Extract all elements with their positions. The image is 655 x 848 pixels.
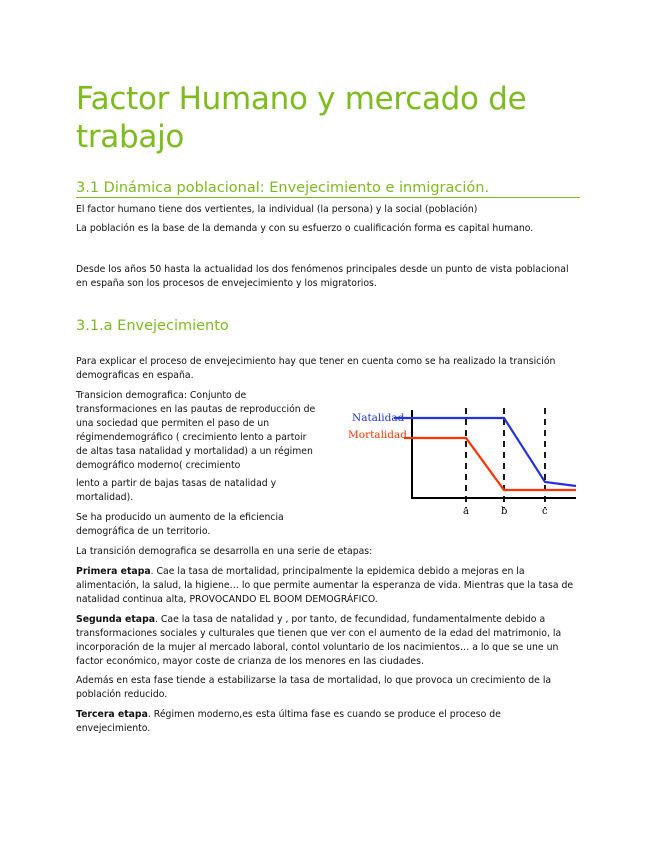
paragraph-transicion-definicion: Transicion demografica: Conjunto de transformaciones en las pautas de reproducción de una sociedad que permiten el paso de un régimendemográfico ( crecimiento lento a partoir de altas tasa natalidad y mortalidad) a un régimen demográfico moderno( crecimiento (76, 390, 316, 471)
paragraph-tercera-etapa (76, 708, 576, 736)
paragraph-ademas: Además en esta fase tiende a estabilizarse la tasa de mortalidad, lo que provoca un crecimiento de la población reducido. (76, 675, 552, 700)
legend-mortalidad: Mortalidad (348, 429, 407, 441)
legend-natalidad: Natalidad (352, 412, 405, 424)
paragraph-etapas: La transición demografica se desarrolla en una serie de etapas: (76, 546, 373, 557)
section-heading: 3.1 Dinámica poblacional: Envejecimiento e inmigración. (76, 180, 580, 198)
paragraph-lento: lento a partir de bajas tasas de natalidad y mortalidad). (76, 478, 277, 503)
tercera-etapa-text: . Régimen moderno,es esta última fase es cuando se produce el proceso de envejecimiento. (76, 709, 501, 734)
segunda-etapa-text: . Cae la tasa de natalidad y , por tanto, de fecundidad, fundamentalmente debido a transformaciones sociales y culturales que tienen que ver con el aumento de la edad del matrimonio, la incorporación de la mujer al mercado laboral, contol voluntario de los nacimientos… a lo que se une un factor económico, mayor coste de crianza de los menores en las ciudades. (76, 614, 562, 667)
x-tick-c: c (542, 506, 548, 516)
paragraph-primera-etapa (76, 565, 576, 607)
primera-etapa-label: Primera etapa (76, 566, 151, 577)
demographic-transition-chart (344, 404, 584, 516)
segunda-etapa-label: Segunda etapa (76, 614, 156, 625)
primera-etapa-text: . Cae la tasa de mortalidad, principalmente la epidemica debido a mejoras en la alimentación, la salud, la higiene… lo que permite aumentar la esperanza de vida. Mientras que la tasa de natalidad continua alta, PROVOCANDO EL BOOM DEMOGRÁFICO. (76, 566, 574, 605)
paragraph-anos-50: Desde los años 50 hasta la actualidad los dos fenómenos principales desde un punto de vista poblacional en españa son los procesos de envejecimiento y los migratorios. (76, 264, 569, 289)
x-tick-b: b (501, 506, 508, 516)
paragraph-poblacion: La población es la base de la demanda y con su esfuerzo o cualificación forma es capital humano. (76, 223, 534, 234)
subsection-heading: 3.1.a Envejecimiento (76, 318, 229, 334)
paragraph-explicar: Para explicar el proceso de envejecimiento hay que tener en cuenta como se ha realizado la transición demograficas en españa. (76, 356, 556, 381)
page-title: Factor Humano y mercado de trabajo (76, 81, 527, 155)
paragraph-segunda-etapa (76, 613, 576, 669)
x-tick-a: a (463, 506, 469, 516)
tercera-etapa-label: Tercera etapa (76, 709, 148, 720)
paragraph-factor-humano: El factor humano tiene dos vertientes, la individual (la persona) y la social (población) (76, 204, 478, 215)
paragraph-eficiencia: Se ha producido un aumento de la eficiencia demográfica de un territorio. (76, 512, 284, 537)
